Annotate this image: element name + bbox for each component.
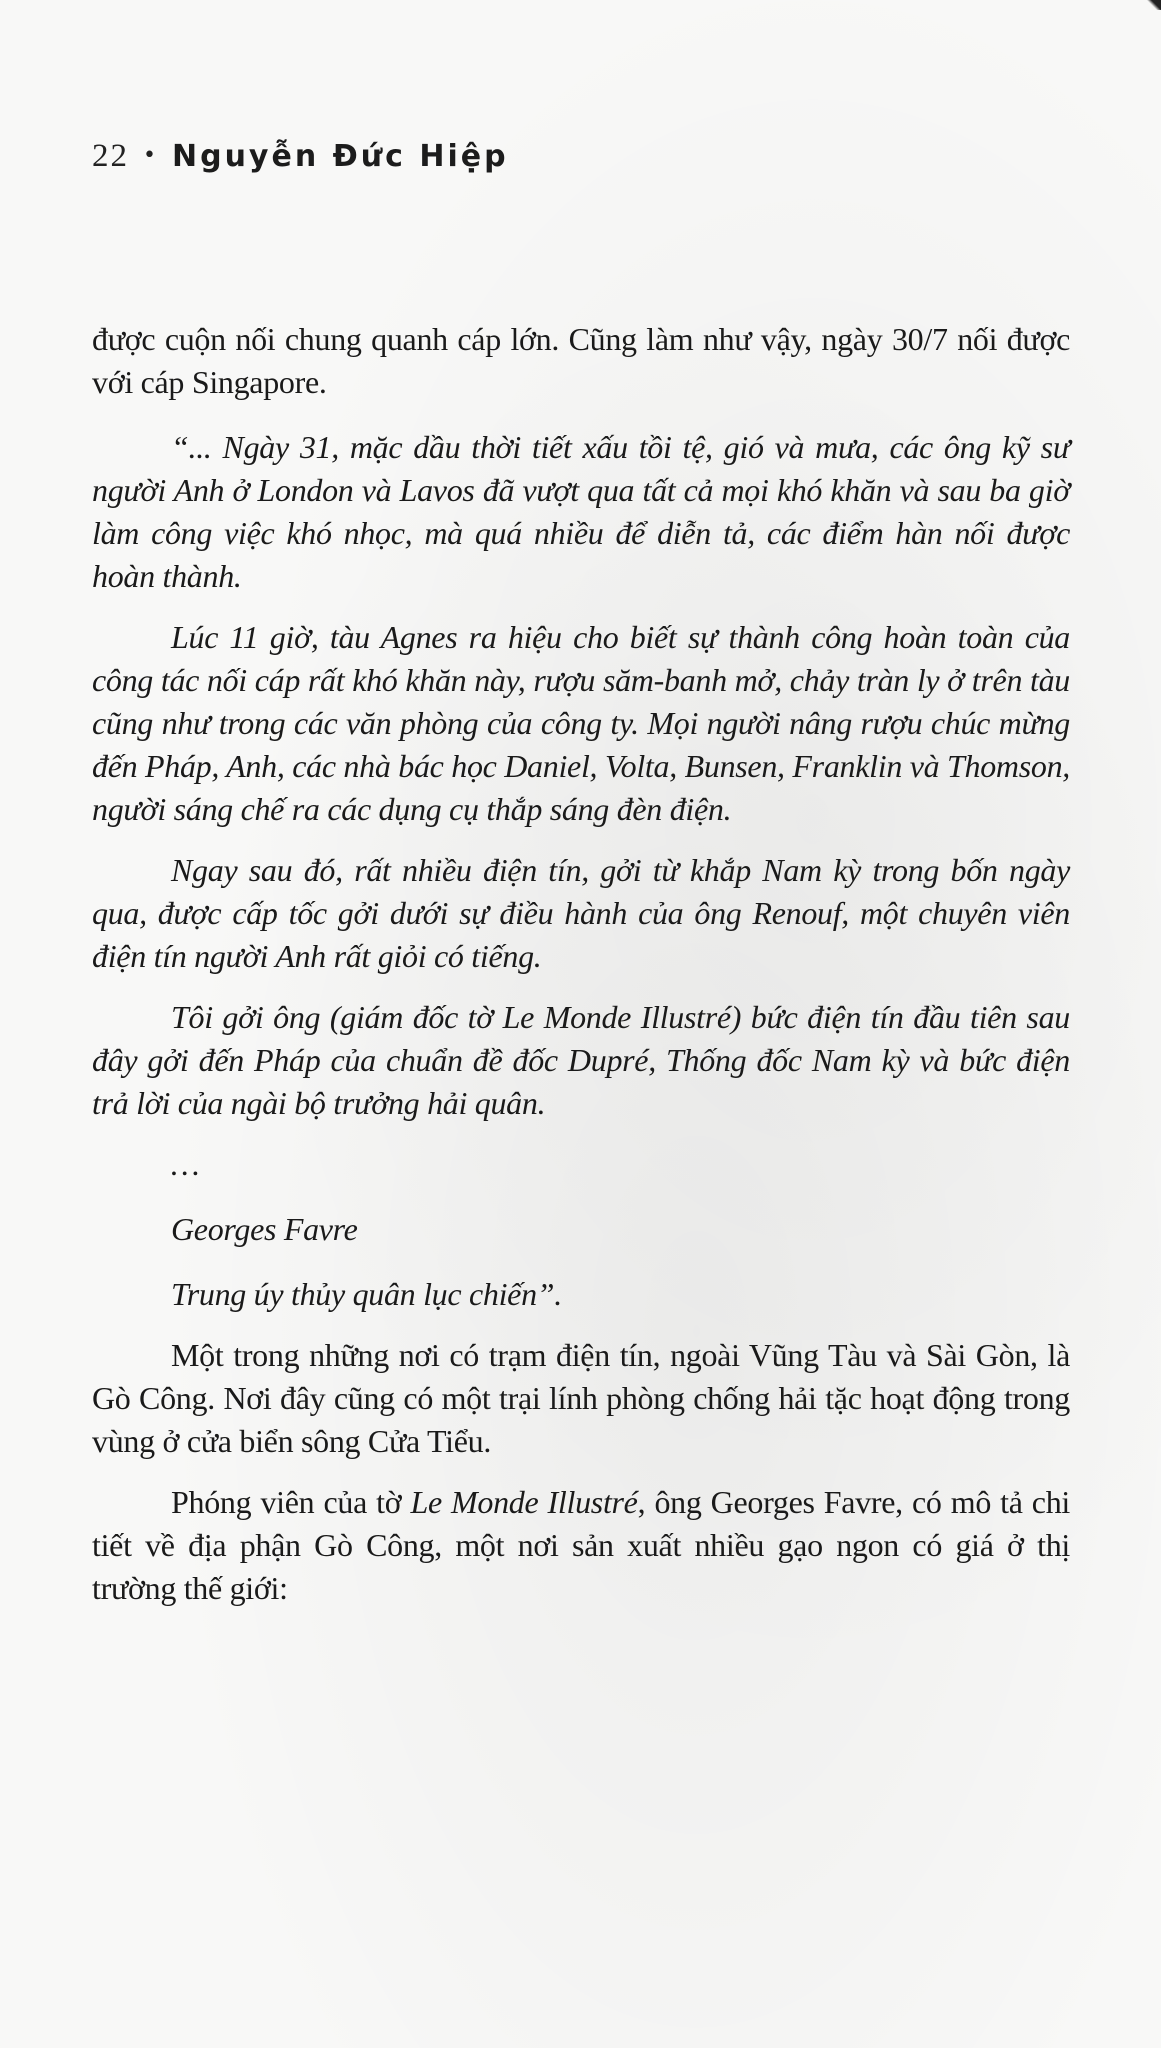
signature-name: Georges Favre — [171, 1211, 358, 1247]
quote-paragraph-2: Lúc 11 giờ, tàu Agnes ra hiệu cho biết sự thành công hoàn toàn của công tác nối cáp rất khó khăn này, rượu săm-banh mở, chảy tràn ly ở trên tàu cũng như trong các văn phòng của công ty. Mọi người nâng rượu chúc mừng đến Pháp, Anh, các nhà bác học Daniel, Volta, Bunsen, Franklin và Thomson, người sáng chế ra các dụng cụ thắp sáng đèn điện. — [92, 619, 1070, 827]
page-corner-shadow — [1147, 0, 1161, 10]
running-header — [92, 138, 509, 175]
paragraph-continuation: được cuộn nối chung quanh cáp lớn. Cũng làm như vậy, ngày 30/7 nối được với cáp Singapore. — [92, 321, 1070, 400]
bullet-separator-icon: • — [143, 143, 158, 168]
signature-title: Trung úy thủy quân lục chiến”. — [171, 1276, 562, 1312]
quote-paragraph-4: Tôi gởi ông (giám đốc tờ Le Monde Illustré) bức điện tín đầu tiên sau đây gởi đến Pháp của chuẩn đề đốc Dupré, Thống đốc Nam kỳ và bức điện trả lời của ngài bộ trưởng hải quân. — [92, 999, 1070, 1121]
body-text — [92, 318, 1070, 1620]
paragraph-go-cong: Một trong những nơi có trạm điện tín, ngoài Vũng Tàu và Sài Gòn, là Gò Công. Nơi đây cũng có một trại lính phòng chống hải tặc hoạt động trong vùng ở cửa biển sông Cửa Tiểu. — [92, 1337, 1070, 1459]
quote-ellipsis: … — [171, 1146, 200, 1182]
paragraph-reporter — [92, 1481, 1070, 1610]
paragraph-reporter-end: , ông Georges Favre, có mô tả chi tiết về địa phận Gò Công, một nơi sản xuất nhiều gạo ngon có giá ở thị trường thế giới: — [92, 1484, 1070, 1606]
quote-paragraph-3: Ngay sau đó, rất nhiều điện tín, gởi từ khắp Nam kỳ trong bốn ngày qua, được cấp tốc gởi dưới sự điều hành của ông Renouf, một chuyên viên điện tín người Anh rất giỏi có tiếng. — [92, 852, 1070, 974]
page-number: 22 — [92, 138, 129, 174]
newspaper-title: Le Monde Illustré — [410, 1484, 638, 1520]
paragraph-reporter-start: Phóng viên của tờ — [171, 1484, 411, 1520]
author-name: Nguyễn Đức Hiệp — [171, 139, 509, 174]
quote-paragraph-1: “... Ngày 31, mặc dầu thời tiết xấu tồi tệ, gió và mưa, các ông kỹ sư người Anh ở London và Lavos đã vượt qua tất cả mọi khó khăn và sau ba giờ làm công việc khó nhọc, mà quá nhiều để diễn tả, các điểm hàn nối được hoàn thành. — [92, 429, 1070, 594]
